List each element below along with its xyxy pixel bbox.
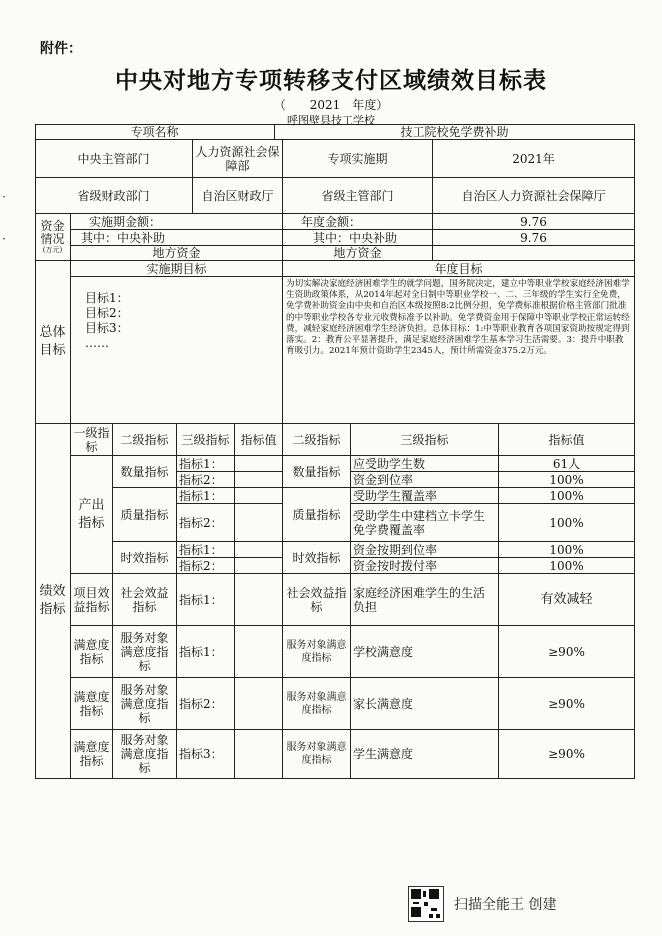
local-funds-label-annual: 地方资金 [283, 246, 433, 261]
sat1-l2-label-b: 服务对象满意度指标 [283, 626, 351, 678]
output-label: 产出指标 [71, 456, 113, 574]
benefit-l2-label: 社会效益指标 [113, 574, 177, 626]
unit-line: 呼图壁县技工学校 [287, 114, 375, 127]
quantity-ind2-value [235, 472, 283, 488]
period-value: 2021年 [433, 140, 635, 178]
benefit-ind1-value [235, 574, 283, 626]
sat3-ind-value [235, 730, 283, 779]
local-funds-value [433, 246, 635, 261]
timely-ind2: 指标2： [177, 558, 235, 574]
funds-unit-note: (万元) [42, 246, 63, 254]
timely-ind1-value [235, 542, 283, 558]
col-level2: 二级指标 [113, 424, 177, 456]
col-level2-b: 二级指标 [283, 424, 351, 456]
sat3-l1-label: 满意度指标 [71, 730, 113, 779]
row-value: 61人 [499, 456, 635, 472]
row-l3: 家庭经济困难学生的生活负担 [351, 574, 499, 626]
quality-ind2-value [235, 504, 283, 542]
row-l3: 资金到位率 [351, 472, 499, 488]
row-l3: 资金按时拨付率 [351, 558, 499, 574]
col-level3: 三级指标 [177, 424, 235, 456]
sat2-l2-label-b: 服务对象满意度指标 [283, 678, 351, 730]
sat2-l1-label: 满意度指标 [71, 678, 113, 730]
quantity-ind2: 指标2： [177, 472, 235, 488]
qr-code-icon [408, 886, 444, 922]
benefit-l1-label: 项目效益指标 [71, 574, 113, 626]
overall-section-label: 总体目标 [35, 261, 71, 424]
col-value-b: 指标值 [499, 424, 635, 456]
row-value: 100% [499, 542, 635, 558]
annual-total-value: 9.76 [433, 214, 635, 230]
row-value: ≥90% [499, 626, 635, 678]
year-line: （ 2021 年度） [273, 98, 389, 112]
timely-ind2-value [235, 558, 283, 574]
period-goal-item: 目标1： [85, 291, 129, 305]
row-value: ≥90% [499, 678, 635, 730]
timely-label-b: 时效指标 [283, 542, 351, 574]
timely-ind1: 指标1： [177, 542, 235, 558]
project-name-value: 技工院校免学费补助 [275, 124, 635, 140]
page-title: 中央对地方专项转移支付区域绩效目标表 [115, 67, 547, 94]
margin-mark: · [2, 190, 6, 204]
sat3-l2-label: 服务对象满意度指标 [113, 730, 177, 779]
central-subsidy-value: 9.76 [433, 230, 635, 246]
col-level1: 一级指标 [71, 424, 113, 456]
period-goal-item: 目标3： [85, 321, 129, 335]
quality-ind2: 指标2： [177, 504, 235, 542]
row-l3: 家长满意度 [351, 678, 499, 730]
quantity-label-b: 数量指标 [283, 456, 351, 488]
prov-dept-label: 省级主管部门 [283, 178, 433, 214]
row-l3: 资金按期到位率 [351, 542, 499, 558]
sat3-l2-label-b: 服务对象满意度指标 [283, 730, 351, 779]
quality-ind1-value [235, 488, 283, 504]
funds-section-label [35, 214, 71, 261]
row-l3: 受助学生中建档立卡学生免学费覆盖率 [351, 504, 499, 542]
sat1-l2-label: 服务对象满意度指标 [113, 626, 177, 678]
col-level3-b: 三级指标 [351, 424, 499, 456]
sat2-l2-label: 服务对象满意度指标 [113, 678, 177, 730]
central-dept-label: 中央主管部门 [35, 140, 193, 178]
sat3-ind: 指标3： [177, 730, 235, 779]
period-total-label: 实施期金额： [71, 214, 283, 230]
benefit-l2-label-b: 社会效益指标 [283, 574, 351, 626]
timely-label: 时效指标 [113, 542, 177, 574]
prov-finance-value: 自治区财政厅 [193, 178, 283, 214]
project-name-label: 专项名称 [35, 124, 275, 140]
scanner-text: 扫描全能王 创建 [454, 897, 557, 913]
period-goal-header: 实施期目标 [71, 261, 283, 277]
period-goal-item: 目标2： [85, 306, 129, 320]
sat2-ind: 指标2： [177, 678, 235, 730]
row-value: ≥90% [499, 730, 635, 779]
col-value: 指标值 [235, 424, 283, 456]
row-value: 100% [499, 558, 635, 574]
central-subsidy-label-annual: 其中：中央补助 [283, 230, 433, 246]
scanner-watermark [408, 886, 556, 922]
sat1-ind-value [235, 626, 283, 678]
prov-dept-value: 自治区人力资源社会保障厅 [433, 178, 635, 214]
attachment-label: 附件： [40, 41, 82, 57]
benefit-ind1: 指标1： [177, 574, 235, 626]
sat1-l1-label: 满意度指标 [71, 626, 113, 678]
quantity-label: 数量指标 [113, 456, 177, 488]
central-dept-value: 人力资源社会保障部 [193, 140, 283, 178]
quantity-ind1-value [235, 456, 283, 472]
central-subsidy-label: 其中：中央补助 [71, 230, 283, 246]
performance-section-label: 绩效指标 [35, 424, 71, 779]
quality-ind1: 指标1： [177, 488, 235, 504]
annual-total-label: 年度金额： [283, 214, 433, 230]
prov-finance-label: 省级财政部门 [35, 178, 193, 214]
sat2-ind-value [235, 678, 283, 730]
row-value: 100% [499, 504, 635, 542]
period-label: 专项实施期 [283, 140, 433, 178]
funds-section-text: 资金情况 [40, 219, 65, 246]
quantity-ind1: 指标1： [177, 456, 235, 472]
row-l3: 学校满意度 [351, 626, 499, 678]
row-l3: 应受助学生数 [351, 456, 499, 472]
row-value: 100% [499, 488, 635, 504]
row-l3: 受助学生覆盖率 [351, 488, 499, 504]
annual-goal-text: 为切实解决家庭经济困难学生的就学问题，国务院决定，建立中等职业学校家庭经济困难学生资助政策体系，从2014年起对全日制中等职业学校一、二、三年级的学生实行全免费，免学费补助资金由中央和自治区本级按照8:2比例分担，免学费标准根据价格主管部门批准的中等职业学校各专业元收费标准予以补助。免学费资金用于保障中等职业学校正常运转经费，减轻家庭经济困难学生经济负担。总体目标：1:中等职业教育各项国家资助按规定得到落实。2：教育公平显著提升，满足家庭经济困难学生基本学习生活需要。3：提升中职教育吸引力。2021年预计资助学生2345人，预计所需资金375.2万元。 [283, 277, 635, 424]
local-funds-label: 地方资金 [71, 246, 283, 261]
row-value: 100% [499, 472, 635, 488]
period-goal-list [71, 277, 283, 424]
margin-mark: · [2, 232, 6, 246]
quality-label-b: 质量指标 [283, 488, 351, 542]
performance-table [35, 124, 635, 779]
annual-goal-header: 年度目标 [283, 261, 635, 277]
quality-label: 质量指标 [113, 488, 177, 542]
row-value: 有效减轻 [499, 574, 635, 626]
row-l3: 学生满意度 [351, 730, 499, 779]
sat1-ind: 指标1： [177, 626, 235, 678]
period-goal-item: …… [85, 336, 109, 350]
